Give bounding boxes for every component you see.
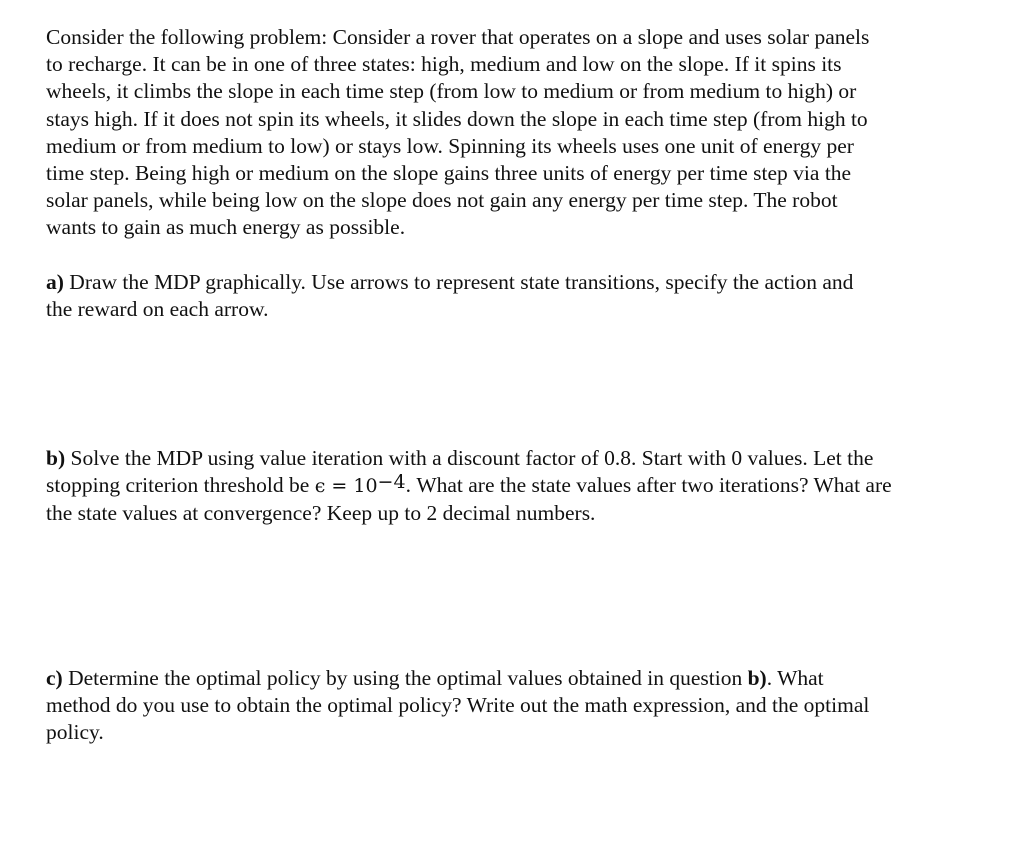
equals-sign: = xyxy=(325,475,354,498)
intro-line: solar panels, while being low on the slope does not gain any energy per time step. The robot xyxy=(46,188,838,213)
question-c-label: c) xyxy=(46,665,63,690)
intro-line: Consider the following problem: Consider a rover that operates on a slope and uses solar panels xyxy=(46,25,870,49)
question-b-line-1 xyxy=(46,445,976,472)
intro-line: stays high. If it does not spin its wheels, it slides down the slope in each time step (from high to xyxy=(46,106,868,131)
question-c-text-post: . What xyxy=(766,665,824,690)
intro-line: wheels, it climbs the slope in each time step (from low to medium or from medium to high) or xyxy=(46,79,857,104)
epsilon-symbol: ϵ xyxy=(314,475,326,498)
question-a-line-1 xyxy=(46,269,976,296)
question-b-text-pre: stopping criterion threshold be xyxy=(46,473,315,498)
threshold-base: 10 xyxy=(353,475,378,498)
question-b-line-2 xyxy=(46,472,976,500)
question-b-text-post: . What are the state values after two iterations? What are xyxy=(405,473,892,498)
question-b-text: Solve the MDP using value iteration with a discount factor of 0.8. Start with 0 values. Let the xyxy=(65,446,874,471)
question-b-line-3: the state values at convergence? Keep up to 2 decimal numbers. xyxy=(46,501,596,526)
question-c-line-2: method do you use to obtain the optimal policy? Write out the math expression, and the optimal xyxy=(46,692,870,717)
question-a xyxy=(46,269,976,323)
intro-line: medium or from medium to low) or stays low. Spinning its wheels uses one unit of energy per xyxy=(46,133,854,158)
intro-line: time step. Being high or medium on the slope gains three units of energy per time step via the xyxy=(46,161,852,186)
question-reference: b) xyxy=(747,665,767,690)
question-b-label: b) xyxy=(46,446,66,471)
question-c-line-1 xyxy=(46,665,976,692)
question-c-line-3: policy. xyxy=(46,720,104,745)
intro-line: wants to gain as much energy as possible. xyxy=(46,215,406,240)
problem-statement xyxy=(46,24,976,242)
question-a-label: a) xyxy=(46,269,64,294)
question-b xyxy=(46,445,976,528)
question-c xyxy=(46,665,976,747)
question-a-line-2: the reward on each arrow. xyxy=(46,296,269,321)
question-a-text: Draw the MDP graphically. Use arrows to represent state transitions, specify the action and xyxy=(63,269,854,294)
threshold-exponent: −4 xyxy=(377,471,406,494)
intro-line: to recharge. It can be in one of three states: high, medium and low on the slope. If it spins its xyxy=(46,52,842,77)
document-page xyxy=(46,24,976,746)
question-c-text-pre: Determine the optimal policy by using the optimal values obtained in question xyxy=(62,665,748,690)
